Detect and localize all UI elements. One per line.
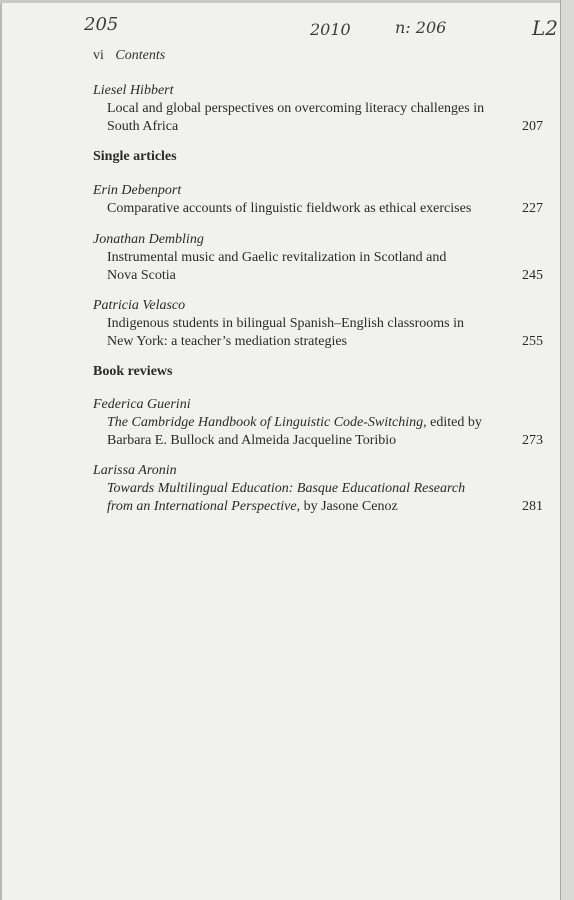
toc-title-line: Indigenous students in bilingual Spanish–English classrooms in	[107, 316, 464, 331]
toc-entry	[93, 82, 543, 136]
toc-title	[93, 100, 543, 136]
section-heading-book-reviews: Book reviews	[93, 364, 173, 379]
handwritten-note-right: L2	[532, 16, 559, 40]
handwritten-note-left: 205	[84, 14, 119, 35]
toc-page-number: 255	[522, 334, 543, 349]
toc-page-number: 273	[522, 433, 543, 448]
toc-title-line: Barbara E. Bullock and Almeida Jacqueline Toribio	[107, 433, 397, 448]
review-credit: edited by	[426, 415, 482, 430]
toc-entry	[93, 231, 543, 285]
toc-title	[93, 200, 543, 218]
handwritten-year: 2010	[310, 20, 351, 39]
book-title: The Cambridge Handbook of Linguistic Code-Switching,	[107, 415, 427, 430]
toc-entry	[93, 396, 543, 450]
toc-title	[93, 315, 543, 351]
toc-title	[93, 249, 543, 285]
toc-page-number: 245	[522, 268, 543, 283]
toc-page-number: 227	[522, 201, 543, 216]
toc-title-line: Nova Scotia	[107, 268, 176, 283]
toc-title	[93, 414, 543, 450]
book-title: from an International Perspective	[107, 499, 297, 514]
toc-author: Erin Debenport	[93, 183, 182, 198]
toc-title-line: Local and global perspectives on overcoming literacy challenges in	[107, 101, 485, 116]
page-number: vi	[93, 48, 104, 63]
toc-author: Patricia Velasco	[93, 298, 186, 313]
toc-page-number: 207	[522, 119, 543, 134]
toc-title-line	[107, 498, 533, 516]
toc-entry	[93, 462, 543, 516]
running-head	[93, 48, 165, 64]
running-head-title: Contents	[115, 48, 166, 63]
toc-author: Larissa Aronin	[93, 463, 177, 478]
toc-author: Liesel Hibbert	[93, 83, 174, 98]
toc-author: Federica Guerini	[93, 397, 191, 412]
toc-title-line: Comparative accounts of linguistic fieldwork as ethical exercises	[107, 201, 472, 216]
toc-title-line: South Africa	[107, 119, 179, 134]
toc-title	[93, 480, 543, 516]
review-credit: , by Jasone Cenoz	[296, 499, 398, 514]
section-heading-single-articles: Single articles	[93, 149, 177, 164]
toc-title-line: Instrumental music and Gaelic revitalization in Scotland and	[107, 250, 447, 265]
toc-entry	[93, 297, 543, 351]
toc-title-line: New York: a teacher’s mediation strategies	[107, 334, 348, 349]
book-title: Towards Multilingual Education: Basque Educational Research	[107, 481, 466, 496]
handwritten-issue-number: n: 206	[395, 18, 447, 37]
top-edge	[0, 0, 562, 3]
toc-title-line	[107, 414, 533, 432]
page-binding-edge	[560, 0, 574, 900]
toc-entry	[93, 182, 543, 218]
toc-author: Jonathan Dembling	[93, 232, 204, 247]
toc-page-number: 281	[522, 499, 543, 514]
